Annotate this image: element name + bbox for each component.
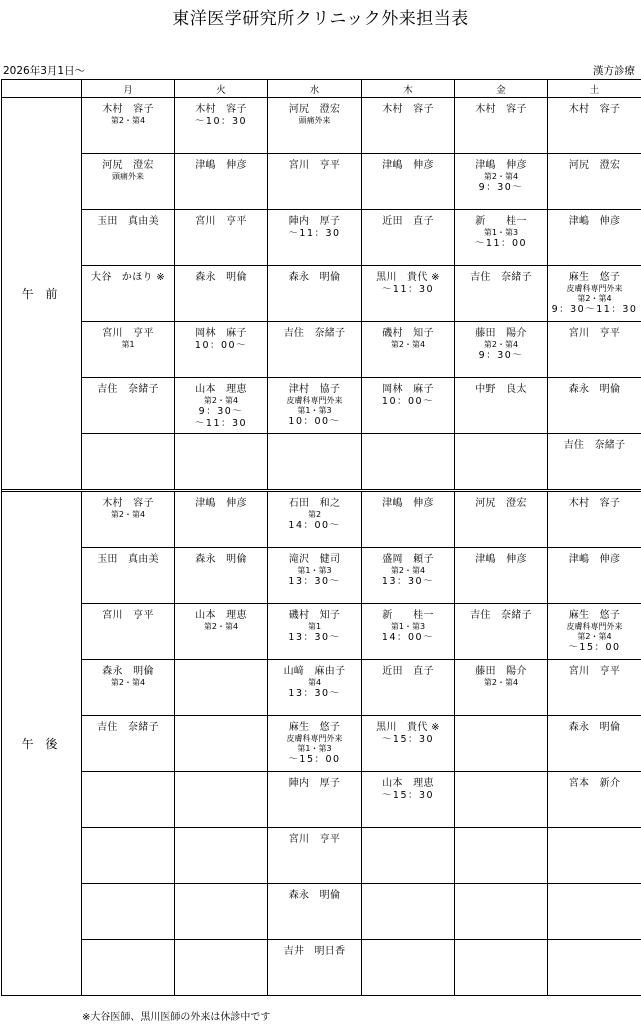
schedule-cell (455, 548, 548, 604)
schedule-note: 第2・第4 (110, 510, 146, 519)
schedule-row (2, 322, 641, 378)
doctor-name: 山﨑 麻由子 (283, 666, 346, 677)
schedule-cell (82, 266, 175, 322)
schedule-row (2, 884, 641, 940)
schedule-cell (82, 660, 175, 716)
schedule-cell (268, 828, 362, 884)
schedule-cell (455, 828, 548, 884)
doctor-name: 黒川 貴代 ※ (376, 272, 440, 283)
doctor-name: 山本 理恵 (382, 778, 434, 789)
schedule-cell (548, 604, 641, 660)
doctor-name: 中野 良太 (475, 384, 527, 395)
schedule-cell (175, 772, 268, 828)
doctor-name: 河尻 澄宏 (568, 160, 621, 171)
doctor-name: 津嶋 伸彦 (195, 160, 247, 171)
schedule-cell (175, 434, 268, 490)
schedule-note: 第2・第4 (390, 340, 426, 349)
doctor-name: 吉住 奈緒子 (97, 384, 159, 395)
doctor-name: 津嶋 伸彦 (475, 160, 527, 171)
schedule-cell (362, 828, 455, 884)
schedule-cell (82, 940, 175, 996)
time-range: 13：30～ (288, 632, 341, 643)
doctor-name: 森永 明倫 (568, 722, 621, 733)
doctor-name: 吉住 奈緒子 (563, 440, 626, 451)
schedule-cell (548, 154, 641, 210)
schedule-cell (82, 434, 175, 490)
schedule-cell (268, 660, 362, 716)
schedule-cell (175, 98, 268, 154)
schedule-cell (455, 210, 548, 266)
day-header: 土 (548, 80, 641, 98)
schedule-cell (455, 660, 548, 716)
doctor-name: 津嶋 伸彦 (195, 498, 247, 509)
schedule-row (2, 210, 641, 266)
time-range: 10：00～ (288, 416, 341, 427)
time-range: 14：00～ (288, 520, 341, 531)
doctor-name: 玉田 真由美 (97, 216, 159, 227)
schedule-cell (548, 716, 641, 772)
day-header: 木 (362, 80, 455, 98)
schedule-cell (175, 940, 268, 996)
doctor-name: 滝沢 健司 (288, 554, 341, 565)
schedule-cell (175, 716, 268, 772)
doctor-name: 藤田 陽介 (475, 666, 527, 677)
time-range: 13：30～ (381, 576, 435, 587)
schedule-cell (82, 716, 175, 772)
schedule-note: 皮膚科専門外来 (566, 284, 623, 293)
schedule-cell (175, 604, 268, 660)
schedule-cell (548, 98, 641, 154)
schedule-cell (175, 266, 268, 322)
schedule-cell (455, 266, 548, 322)
schedule-cell (548, 492, 641, 548)
schedule-cell (268, 884, 362, 940)
doctor-name: 岡林 麻子 (195, 328, 247, 339)
day-header: 水 (268, 80, 362, 98)
schedule-cell (455, 434, 548, 490)
schedule-cell (268, 322, 362, 378)
schedule-cell (455, 98, 548, 154)
doctor-name: 麻生 悠子 (568, 272, 621, 283)
doctor-name: 盛岡 頼子 (382, 554, 434, 565)
time-range: ～15：00 (288, 754, 341, 765)
schedule-cell (268, 772, 362, 828)
schedule-cell (362, 660, 455, 716)
schedule-cell (362, 210, 455, 266)
schedule-row (2, 660, 641, 716)
doctor-name: 宮川 亨平 (102, 328, 154, 339)
schedule-cell (268, 210, 362, 266)
doctor-name: 宮川 亨平 (288, 834, 341, 845)
schedule-row (2, 940, 641, 996)
schedule-note: 第2・第4 (483, 340, 519, 349)
time-range: ～11：00 (474, 238, 528, 249)
doctor-name: 津嶋 伸彦 (568, 216, 621, 227)
schedule-cell (548, 660, 641, 716)
schedule-cell (548, 884, 641, 940)
schedule-row (2, 154, 641, 210)
schedule-note: 第2・第4 (577, 294, 612, 303)
schedule-cell (268, 98, 362, 154)
schedule-row (2, 828, 641, 884)
schedule-cell (268, 378, 362, 434)
day-header: 金 (455, 80, 548, 98)
schedule-note: 皮膚科専門外来 (566, 622, 623, 631)
schedule-cell (548, 434, 641, 490)
schedule-cell (548, 266, 641, 322)
schedule-cell (268, 434, 362, 490)
doctor-name: 宮本 新介 (568, 778, 621, 789)
doctor-name: 木村 容子 (568, 498, 621, 509)
doctor-name: 吉住 奈緒子 (97, 722, 159, 733)
doctor-name: 津嶋 伸彦 (382, 160, 434, 171)
schedule-cell (82, 210, 175, 266)
header-row (2, 80, 641, 98)
schedule-cell (455, 604, 548, 660)
doctor-name: 津嶋 伸彦 (568, 554, 621, 565)
doctor-name: 津嶋 伸彦 (382, 498, 434, 509)
schedule-cell (362, 322, 455, 378)
schedule-note: 第1 (121, 340, 135, 349)
schedule-cell (175, 492, 268, 548)
schedule-cell (175, 828, 268, 884)
doctor-name: 木村 容子 (568, 104, 621, 115)
doctor-name: 宮川 亨平 (288, 160, 341, 171)
time-range: 10：00～ (194, 340, 248, 351)
schedule-cell (362, 884, 455, 940)
schedule-cell (362, 940, 455, 996)
doctor-name: 陣内 厚子 (288, 216, 341, 227)
doctor-name: 近田 直子 (382, 666, 434, 677)
schedule-cell (455, 492, 548, 548)
schedule-cell (548, 940, 641, 996)
doctor-name: 津村 協子 (288, 384, 341, 395)
schedule-cell (548, 378, 641, 434)
doctor-name: 河尻 澄宏 (475, 498, 527, 509)
corner-cell (2, 80, 82, 98)
doctor-name: 陣内 厚子 (288, 778, 341, 789)
doctor-name: 木村 容子 (475, 104, 527, 115)
schedule-note: 第1・第3 (297, 744, 332, 753)
doctor-name: 山本 理恵 (195, 384, 247, 395)
time-range: 9：30～ (478, 182, 524, 193)
schedule-cell (82, 828, 175, 884)
doctor-name: 木村 容子 (102, 104, 154, 115)
schedule-cell (455, 884, 548, 940)
schedule-note: 第1・第3 (483, 228, 519, 237)
schedule-row (2, 772, 641, 828)
doctor-name: 宮川 亨平 (195, 216, 247, 227)
schedule-cell (455, 378, 548, 434)
doctor-name: 森永 明倫 (195, 554, 247, 565)
schedule-note: 第2・第4 (110, 116, 146, 125)
doctor-name: 木村 容子 (102, 498, 154, 509)
time-range: ～15：00 (568, 642, 621, 653)
schedule-note: 第1・第3 (297, 406, 332, 415)
schedule-note: 皮膚科専門外来 (286, 396, 343, 405)
schedule-cell (362, 266, 455, 322)
schedule-note: 第2・第4 (110, 678, 146, 687)
schedule-row (2, 492, 641, 548)
doctor-name: 森永 明倫 (288, 890, 341, 901)
schedule-cell (548, 322, 641, 378)
time-range: ～11：30 (288, 228, 341, 239)
schedule-cell (268, 604, 362, 660)
doctor-name: 河尻 澄宏 (102, 160, 154, 171)
doctor-name: 森永 明倫 (288, 272, 341, 283)
doctor-name: 麻生 悠子 (288, 722, 341, 733)
schedule-cell (82, 154, 175, 210)
schedule-cell (82, 322, 175, 378)
session-label: 午 前 (2, 98, 82, 490)
doctor-name: 磯村 知子 (382, 328, 434, 339)
schedule-note: 第1 (307, 622, 322, 631)
session-label: 午 後 (2, 492, 82, 996)
time-range: ～10：30 (194, 116, 248, 127)
schedule-note: 第2 (307, 510, 322, 519)
schedule-cell (82, 884, 175, 940)
schedule-cell (362, 604, 455, 660)
schedule-cell (175, 548, 268, 604)
doctor-name: 磯村 知子 (288, 610, 341, 621)
schedule-cell (82, 98, 175, 154)
schedule-cell (548, 828, 641, 884)
schedule-note: 第2・第4 (483, 172, 519, 181)
time-range: 13：30～ (288, 688, 341, 699)
doctor-name: 玉田 真由美 (97, 554, 159, 565)
footnote: ※大谷医師、黒川医師の外来は休診中です (82, 1012, 271, 1023)
schedule-cell (362, 434, 455, 490)
time-range: ～11：30 (381, 284, 435, 295)
doctor-name: 宮川 亨平 (102, 610, 154, 621)
doctor-name: 木村 容子 (195, 104, 247, 115)
schedule-cell (175, 378, 268, 434)
schedule-cell (82, 492, 175, 548)
doctor-name: 津嶋 伸彦 (475, 554, 527, 565)
schedule-note: 第1・第3 (297, 566, 332, 575)
schedule-note: 皮膚科専門外来 (286, 734, 343, 743)
schedule-cell (548, 772, 641, 828)
schedule-cell (548, 548, 641, 604)
doctor-name: 宮川 亨平 (568, 666, 621, 677)
schedule-cell (362, 548, 455, 604)
schedule-cell (268, 716, 362, 772)
page-title: 東洋医学研究所クリニック外来担当表 (172, 9, 469, 29)
doctor-name: 森永 明倫 (102, 666, 154, 677)
day-header: 月 (82, 80, 175, 98)
schedule-row (2, 548, 641, 604)
doctor-name: 大谷 かほり ※ (91, 272, 165, 283)
schedule-row (2, 266, 641, 322)
schedule-note: 第2・第4 (483, 678, 519, 687)
schedule-cell (268, 548, 362, 604)
schedule-note: 第2・第4 (203, 622, 239, 631)
schedule-cell (268, 154, 362, 210)
time-range: 9：30～ (478, 350, 524, 361)
doctor-name: 木村 容子 (382, 104, 434, 115)
schedule-table (1, 79, 641, 996)
department-label: 漢方診療 (593, 65, 635, 77)
time-range: 14：00～ (381, 632, 435, 643)
doctor-name: 新 桂一 (475, 216, 527, 227)
doctor-name: 吉住 奈緒子 (470, 272, 532, 283)
doctor-name: 藤田 陽介 (475, 328, 527, 339)
day-header: 火 (175, 80, 268, 98)
schedule-cell (175, 884, 268, 940)
schedule-cell (455, 322, 548, 378)
schedule-cell (82, 604, 175, 660)
schedule-note: 頭痛外来 (298, 116, 331, 125)
doctor-name: 麻生 悠子 (568, 610, 621, 621)
effective-date: 2026年3月1日～ (3, 65, 86, 77)
doctor-name: 吉井 明日香 (283, 946, 346, 957)
schedule-row (2, 378, 641, 434)
schedule-cell (362, 154, 455, 210)
doctor-name: 森永 明倫 (195, 272, 247, 283)
schedule-cell (362, 716, 455, 772)
schedule-cell (455, 154, 548, 210)
schedule-cell (268, 940, 362, 996)
doctor-name: 新 桂一 (382, 610, 434, 621)
schedule-cell (362, 98, 455, 154)
schedule-cell (455, 940, 548, 996)
schedule-cell (362, 378, 455, 434)
schedule-note: 第4 (307, 678, 322, 687)
time-range: ～15：30 (381, 734, 435, 745)
schedule-cell (82, 772, 175, 828)
schedule-cell (268, 266, 362, 322)
schedule-row (2, 716, 641, 772)
doctor-name: 黒川 貴代 ※ (376, 722, 440, 733)
doctor-name: 岡林 麻子 (382, 384, 434, 395)
time-range: ～11：30 (194, 418, 248, 429)
schedule-cell (455, 716, 548, 772)
doctor-name: 河尻 澄宏 (288, 104, 341, 115)
doctor-name: 吉住 奈緒子 (283, 328, 346, 339)
schedule-row (2, 434, 641, 490)
schedule-cell (268, 492, 362, 548)
time-range: ～15：30 (381, 790, 435, 801)
doctor-name: 森永 明倫 (568, 384, 621, 395)
time-range: 9：30～11：30 (551, 304, 638, 315)
schedule-cell (82, 378, 175, 434)
schedule-cell (175, 210, 268, 266)
schedule-cell (362, 772, 455, 828)
schedule-row (2, 98, 641, 154)
schedule-cell (548, 210, 641, 266)
schedule-cell (175, 660, 268, 716)
doctor-name: 吉住 奈緒子 (470, 610, 532, 621)
time-range: 10：00～ (381, 396, 435, 407)
schedule-cell (82, 548, 175, 604)
schedule-note: 第2・第4 (390, 566, 426, 575)
doctor-name: 近田 直子 (382, 216, 434, 227)
doctor-name: 山本 理恵 (195, 610, 247, 621)
schedule-note: 頭痛外来 (112, 172, 144, 181)
doctor-name: 宮川 亨平 (568, 328, 621, 339)
time-range: 9：30～ (198, 406, 244, 417)
schedule-cell (362, 492, 455, 548)
schedule-cell (175, 154, 268, 210)
time-range: 13：30～ (288, 576, 341, 587)
schedule-note: 第2・第4 (203, 396, 239, 405)
schedule-cell (455, 772, 548, 828)
schedule-note: 第2・第4 (577, 632, 612, 641)
schedule-cell (175, 322, 268, 378)
schedule-row (2, 604, 641, 660)
schedule-note: 第1・第3 (390, 622, 426, 631)
doctor-name: 石田 和之 (288, 498, 341, 509)
